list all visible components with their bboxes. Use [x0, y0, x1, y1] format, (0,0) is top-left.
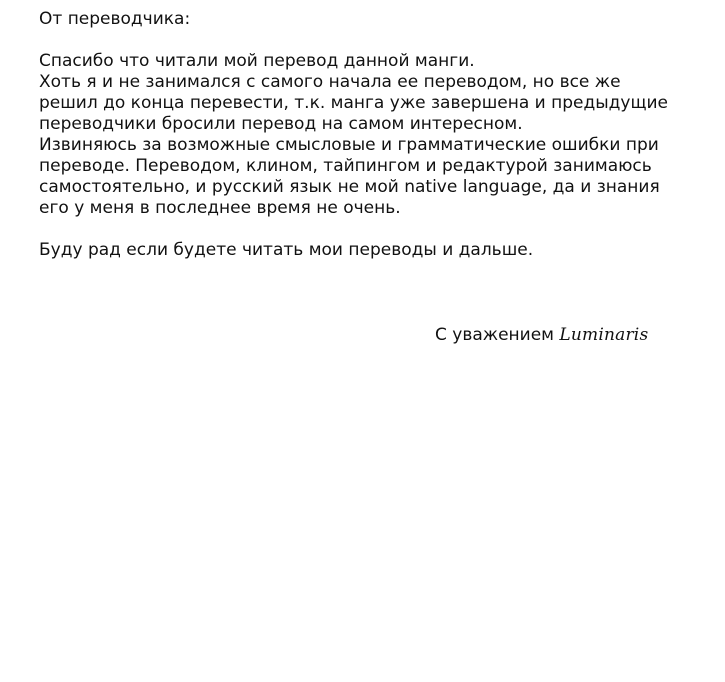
note-line: Хоть я и не занимался с самого начала ее переводом, но все же	[39, 72, 621, 92]
note-line: переводе. Переводом, клином, тайпингом и редактурой занимаюсь	[39, 156, 652, 176]
closing-line: Буду рад если будете читать мои переводы и дальше.	[39, 240, 534, 260]
note-line: переводчики бросили перевод на самом интересном.	[39, 114, 523, 134]
note-line: самостоятельно, и русский язык не мой native language, да и знания	[39, 177, 660, 197]
note-line: его у меня в последнее время не очень.	[39, 198, 401, 218]
paragraph-spacer	[39, 30, 679, 51]
note-heading: От переводчика:	[39, 9, 191, 29]
signature-regards: С уважением	[435, 325, 554, 345]
translator-note	[39, 9, 679, 261]
note-line: решил до конца перевести, т.к. манга уже завершена и предыдущие	[39, 93, 668, 113]
note-line: Извиняюсь за возможные смысловые и грамматические ошибки при	[39, 135, 659, 155]
signature-name: Luminaris	[559, 325, 649, 345]
paragraph-spacer	[39, 219, 679, 240]
signature-block	[435, 325, 648, 346]
note-line: Спасибо что читали мой перевод данной манги.	[39, 51, 475, 71]
